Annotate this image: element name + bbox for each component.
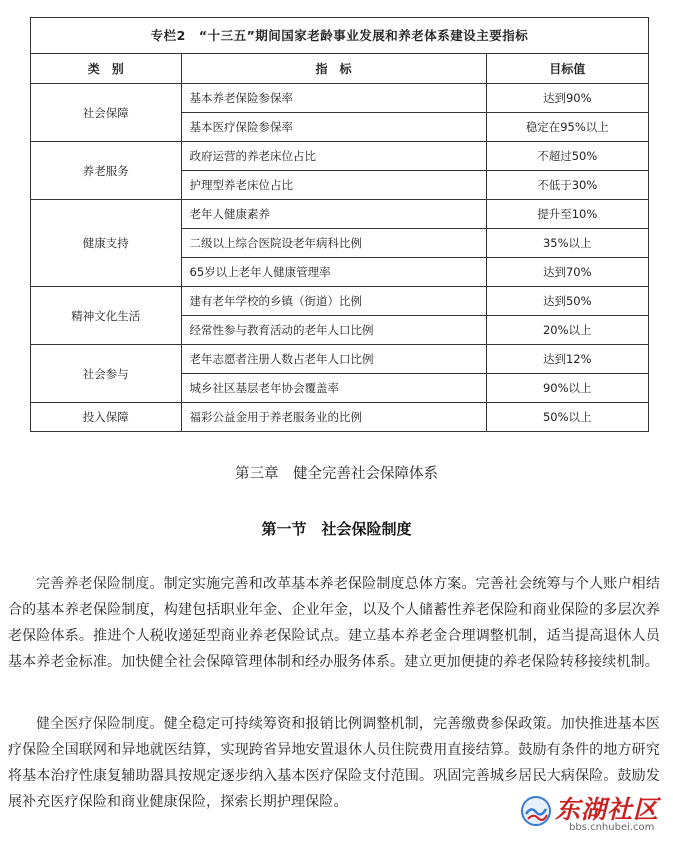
- table-header-row: [31, 54, 648, 84]
- watermark-url: bbs.cnhubei.com: [569, 822, 655, 833]
- indicator-cell: 65岁以上老年人健康管理率: [181, 258, 486, 287]
- category-cell: 精神文化生活: [31, 287, 181, 345]
- indicator-cell: 二级以上综合医院设老年病科比例: [181, 229, 486, 258]
- indicator-table-box: [30, 17, 649, 432]
- indicator-cell: 政府运营的养老床位占比: [181, 142, 486, 171]
- paragraph-pension-insurance: [8, 571, 660, 675]
- indicator-cell: 福彩公益金用于养老服务业的比例: [181, 403, 486, 432]
- category-cell: 健康支持: [31, 200, 181, 287]
- table-row: [31, 345, 648, 374]
- header-category: 类 别: [31, 54, 181, 84]
- table-row: [31, 84, 648, 113]
- target-cell: 不低于30%: [486, 171, 648, 200]
- indicator-cell: 城乡社区基层老年协会覆盖率: [181, 374, 486, 403]
- indicator-cell: 老年志愿者注册人数占老年人口比例: [181, 345, 486, 374]
- target-cell: 35%以上: [486, 229, 648, 258]
- indicator-cell: 基本医疗保险参保率: [181, 113, 486, 142]
- target-cell: 达到50%: [486, 287, 648, 316]
- category-cell: 投入保障: [31, 403, 181, 432]
- target-cell: 达到70%: [486, 258, 648, 287]
- header-indicator: 指 标: [181, 54, 486, 84]
- watermark-logo-icon: [519, 794, 553, 828]
- section-title: 第一节 社会保险制度: [261, 520, 412, 538]
- paragraph-lead: 完善养老保险制度。: [36, 576, 164, 592]
- target-cell: 提升至10%: [486, 200, 648, 229]
- indicator-table: [31, 54, 648, 431]
- target-cell: 90%以上: [486, 374, 648, 403]
- table-row: [31, 403, 648, 432]
- target-cell: 达到90%: [486, 84, 648, 113]
- table-row: [31, 287, 648, 316]
- paragraph-lead: 健全医疗保险制度。: [36, 716, 164, 732]
- watermark: [519, 790, 669, 842]
- table-row: [31, 200, 648, 229]
- target-cell: 达到12%: [486, 345, 648, 374]
- table-title: 专栏2 “十三五”期间国家老龄事业发展和养老体系建设主要指标: [31, 18, 648, 54]
- indicator-cell: 基本养老保险参保率: [181, 84, 486, 113]
- indicator-cell: 建有老年学校的乡镇（街道）比例: [181, 287, 486, 316]
- target-cell: 稳定在95%以上: [486, 113, 648, 142]
- category-cell: 养老服务: [31, 142, 181, 200]
- header-target: 目标值: [486, 54, 648, 84]
- watermark-text: 东湖社区: [555, 795, 660, 824]
- paragraph-body: 制定实施完善和改革基本养老保险制度总体方案。完善社会统筹与个人账户相结合的基本养老保险制度，构建包括职业年金、企业年金，以及个人储蓄性养老保险和商业保险的多层次养老保险体系。推进个人税收递延型商业养老保险试点。建立基本养老金合理调整机制，适当提高退休人员基本养老金标准。加快健全社会保障管理体制和经办服务体系。建立更加便捷的养老保险转移接续机制。: [8, 576, 660, 670]
- target-cell: 50%以上: [486, 403, 648, 432]
- indicator-cell: 经常性参与教育活动的老年人口比例: [181, 316, 486, 345]
- indicator-cell: 老年人健康素养: [181, 200, 486, 229]
- indicator-cell: 护理型养老床位占比: [181, 171, 486, 200]
- target-cell: 不超过50%: [486, 142, 648, 171]
- target-cell: 20%以上: [486, 316, 648, 345]
- category-cell: 社会参与: [31, 345, 181, 403]
- table-row: [31, 142, 648, 171]
- category-cell: 社会保障: [31, 84, 181, 142]
- chapter-title: 第三章 健全完善社会保障体系: [235, 466, 438, 482]
- paragraph-body: 健全稳定可持续筹资和报销比例调整机制，完善缴费参保政策。加快推进基本医疗保险全国联网和异地就医结算，实现跨省异地安置退休人员住院费用直接结算。鼓励有条件的地方研究将基本治疗性康复辅助器具按规定逐步纳入基本医疗保险支付范围。巩固完善城乡居民大病保险。鼓励发展补充医疗保险和商业健康保险，探索长期护理保险。: [8, 716, 660, 810]
